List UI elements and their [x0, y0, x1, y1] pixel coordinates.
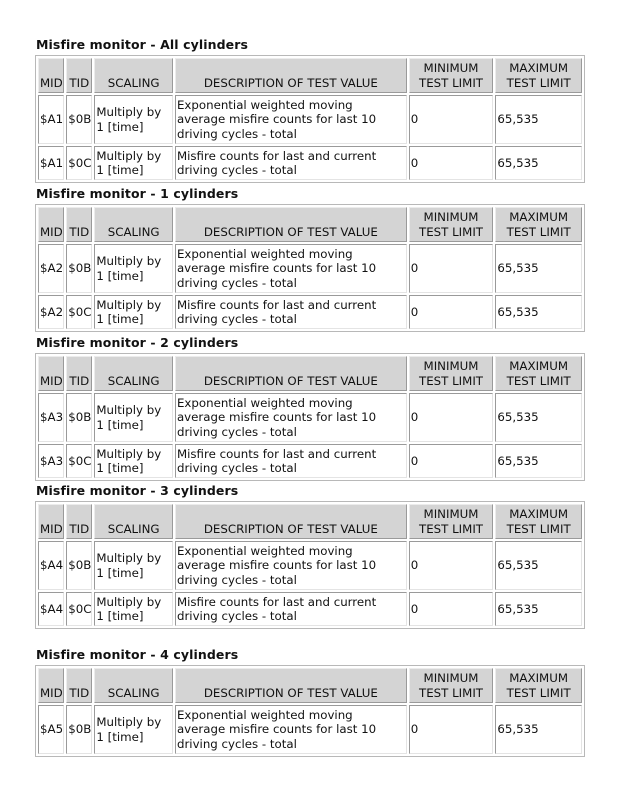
cell-scaling: Multiply by 1 [time] [94, 244, 173, 293]
cell-tid: $0C [66, 444, 92, 478]
table-row [38, 295, 582, 329]
test-limit-table [35, 55, 585, 183]
cell-scaling: Multiply by 1 [time] [94, 541, 173, 590]
cell-max: 65,535 [495, 444, 582, 478]
cell-mid: $A1 [38, 146, 64, 180]
col-header-mid: MID [38, 668, 64, 703]
section-1-cylinders [35, 186, 585, 332]
col-header-max-line1: MAXIMUM [509, 671, 569, 685]
col-header-max [495, 668, 582, 703]
section-title: Misfire monitor - 2 cylinders [36, 335, 239, 350]
col-header-tid: TID [66, 668, 92, 703]
col-header-max-line2: TEST LIMIT [506, 685, 571, 700]
cell-tid: $0B [66, 244, 92, 293]
cell-description: Exponential weighted moving average misfire counts for last 10 driving cycles - total [175, 705, 407, 754]
col-header-min-line1: MINIMUM [423, 671, 479, 685]
section-title: Misfire monitor - 1 cylinders [36, 186, 239, 201]
cell-max: 65,535 [495, 592, 582, 626]
cell-tid: $0B [66, 95, 92, 144]
table-header-row [38, 356, 582, 391]
table-header-row [38, 668, 582, 703]
col-header-min-line2: TEST LIMIT [418, 75, 484, 90]
cell-description: Exponential weighted moving average misfire counts for last 10 driving cycles - total [175, 95, 407, 144]
section-2-cylinders [35, 335, 585, 481]
col-header-scaling: SCALING [94, 356, 173, 391]
col-header-max-line1: MAXIMUM [509, 210, 569, 224]
table-row [38, 592, 582, 626]
col-header-max [495, 504, 582, 539]
cell-max: 65,535 [495, 146, 582, 180]
cell-scaling: Multiply by 1 [time] [94, 444, 173, 478]
col-header-scaling: SCALING [94, 668, 173, 703]
cell-mid: $A2 [38, 244, 64, 293]
section-all-cylinders [35, 37, 585, 183]
cell-tid: $0B [66, 705, 92, 754]
cell-max: 65,535 [495, 393, 582, 442]
col-header-scaling: SCALING [94, 504, 173, 539]
cell-tid: $0C [66, 146, 92, 180]
cell-min: 0 [409, 95, 494, 144]
table-row [38, 541, 582, 590]
cell-tid: $0C [66, 295, 92, 329]
cell-min: 0 [409, 705, 494, 754]
col-header-max-line2: TEST LIMIT [506, 75, 571, 90]
cell-scaling: Multiply by 1 [time] [94, 146, 173, 180]
section-title: Misfire monitor - 3 cylinders [36, 483, 239, 498]
cell-tid: $0B [66, 393, 92, 442]
cell-mid: $A5 [38, 705, 64, 754]
col-header-max-line1: MAXIMUM [509, 507, 569, 521]
col-header-min-line2: TEST LIMIT [418, 685, 484, 700]
table-row [38, 244, 582, 293]
cell-min: 0 [409, 146, 494, 180]
table-row [38, 95, 582, 144]
cell-tid: $0B [66, 541, 92, 590]
test-limit-table [35, 353, 585, 481]
cell-max: 65,535 [495, 705, 582, 754]
cell-min: 0 [409, 295, 494, 329]
col-header-tid: TID [66, 58, 92, 93]
test-limit-table [35, 665, 585, 757]
table-header-row [38, 504, 582, 539]
cell-min: 0 [409, 541, 494, 590]
col-header-mid: MID [38, 504, 64, 539]
col-header-description: DESCRIPTION OF TEST VALUE [175, 668, 407, 703]
section-title: Misfire monitor - All cylinders [36, 37, 249, 52]
col-header-description: DESCRIPTION OF TEST VALUE [175, 207, 407, 242]
section-title: Misfire monitor - 4 cylinders [36, 647, 239, 662]
col-header-description: DESCRIPTION OF TEST VALUE [175, 356, 407, 391]
cell-scaling: Multiply by 1 [time] [94, 705, 173, 754]
table-header-row [38, 58, 582, 93]
col-header-min-line2: TEST LIMIT [418, 373, 484, 388]
cell-description: Exponential weighted moving average misfire counts for last 10 driving cycles - total [175, 393, 407, 442]
cell-description: Misfire counts for last and current driving cycles - total [175, 592, 407, 626]
col-header-mid: MID [38, 207, 64, 242]
col-header-min [409, 207, 494, 242]
col-header-min [409, 356, 494, 391]
cell-max: 65,535 [495, 295, 582, 329]
col-header-max-line2: TEST LIMIT [506, 224, 571, 239]
col-header-tid: TID [66, 207, 92, 242]
col-header-mid: MID [38, 58, 64, 93]
col-header-min [409, 668, 494, 703]
cell-max: 65,535 [495, 541, 582, 590]
col-header-max-line2: TEST LIMIT [506, 521, 571, 536]
col-header-max-line2: TEST LIMIT [506, 373, 571, 388]
cell-max: 65,535 [495, 244, 582, 293]
cell-mid: $A4 [38, 541, 64, 590]
col-header-min-line2: TEST LIMIT [418, 224, 484, 239]
table-header-row [38, 207, 582, 242]
cell-scaling: Multiply by 1 [time] [94, 393, 173, 442]
cell-mid: $A4 [38, 592, 64, 626]
cell-description: Exponential weighted moving average misfire counts for last 10 driving cycles - total [175, 244, 407, 293]
col-header-scaling: SCALING [94, 58, 173, 93]
cell-mid: $A2 [38, 295, 64, 329]
col-header-min-line2: TEST LIMIT [418, 521, 484, 536]
cell-tid: $0C [66, 592, 92, 626]
col-header-min-line1: MINIMUM [423, 61, 479, 75]
col-header-min-line1: MINIMUM [423, 359, 479, 373]
cell-scaling: Multiply by 1 [time] [94, 95, 173, 144]
col-header-max-line1: MAXIMUM [509, 359, 569, 373]
cell-description: Misfire counts for last and current driving cycles - total [175, 146, 407, 180]
col-header-tid: TID [66, 504, 92, 539]
cell-max: 65,535 [495, 95, 582, 144]
col-header-max [495, 207, 582, 242]
col-header-max [495, 58, 582, 93]
col-header-min-line1: MINIMUM [423, 507, 479, 521]
cell-description: Misfire counts for last and current driving cycles - total [175, 444, 407, 478]
cell-min: 0 [409, 444, 494, 478]
cell-scaling: Multiply by 1 [time] [94, 295, 173, 329]
table-row [38, 444, 582, 478]
cell-min: 0 [409, 592, 494, 626]
col-header-description: DESCRIPTION OF TEST VALUE [175, 504, 407, 539]
col-header-scaling: SCALING [94, 207, 173, 242]
cell-mid: $A3 [38, 393, 64, 442]
test-limit-table [35, 204, 585, 332]
table-row [38, 146, 582, 180]
table-row [38, 705, 582, 754]
cell-min: 0 [409, 393, 494, 442]
section-3-cylinders [35, 483, 585, 629]
col-header-min [409, 504, 494, 539]
section-4-cylinders [35, 647, 585, 757]
cell-description: Exponential weighted moving average misfire counts for last 10 driving cycles - total [175, 541, 407, 590]
col-header-max-line1: MAXIMUM [509, 61, 569, 75]
test-limit-table [35, 501, 585, 629]
cell-scaling: Multiply by 1 [time] [94, 592, 173, 626]
cell-min: 0 [409, 244, 494, 293]
cell-description: Misfire counts for last and current driving cycles - total [175, 295, 407, 329]
col-header-min [409, 58, 494, 93]
cell-mid: $A1 [38, 95, 64, 144]
col-header-min-line1: MINIMUM [423, 210, 479, 224]
col-header-tid: TID [66, 356, 92, 391]
col-header-description: DESCRIPTION OF TEST VALUE [175, 58, 407, 93]
col-header-mid: MID [38, 356, 64, 391]
table-row [38, 393, 582, 442]
cell-mid: $A3 [38, 444, 64, 478]
col-header-max [495, 356, 582, 391]
